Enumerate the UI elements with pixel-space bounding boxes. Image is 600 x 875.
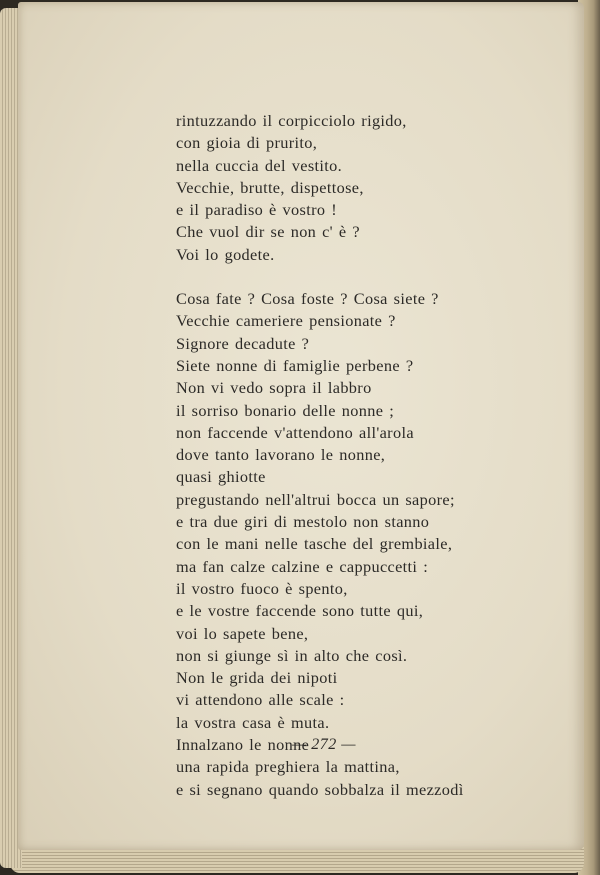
page-number	[18, 736, 584, 754]
poem-line: non faccende v'attendono all'arola	[176, 422, 414, 442]
poem-line: Siete nonne di famiglie perbene ?	[176, 355, 414, 375]
poem-line: quasi ghiotte	[176, 467, 266, 487]
poem-line: con gioia di prurito,	[176, 133, 318, 153]
poem-line: il vostro fuoco è spento,	[176, 578, 348, 598]
book-page	[18, 2, 584, 850]
poem-line: Vecchie cameriere pensionate ?	[176, 311, 396, 331]
poem-line: e tra due giri di mestolo non stanno	[176, 512, 430, 532]
poem-line: Vecchie, brutte, dispettose,	[176, 177, 364, 197]
poem-line: Innalzano le nonne	[176, 735, 310, 755]
poem-line: una rapida preghiera la mattina,	[176, 757, 400, 777]
poem-line: vi attendono alle scale :	[176, 690, 345, 710]
poem-line: nella cuccia del vestito.	[176, 155, 343, 175]
stanza-1	[176, 110, 506, 266]
poem-line: non si giunge sì in alto che così.	[176, 645, 408, 665]
page-edges-bottom	[10, 847, 584, 873]
poem-line: con le mani nelle tasche del grembiale,	[176, 534, 453, 554]
page-number-text: — 272 —	[292, 736, 356, 753]
poem-line: Cosa fate ? Cosa foste ? Cosa siete ?	[176, 289, 439, 309]
stanza-2	[176, 288, 506, 801]
poem-line: Signore decadute ?	[176, 333, 310, 353]
poem-line: e il paradiso è vostro !	[176, 200, 338, 220]
poem-line: il sorriso bonario delle nonne ;	[176, 400, 395, 420]
stanza-gap	[176, 266, 506, 288]
poem-line: Voi lo godete.	[176, 244, 275, 264]
poem-line: la vostra casa è muta.	[176, 712, 330, 732]
poem-line: Non vi vedo sopra il labbro	[176, 378, 372, 398]
poem-line: dove tanto lavorano le nonne,	[176, 445, 386, 465]
poem-text	[176, 110, 506, 801]
poem-line: e si segnano quando sobbalza il mezzodì	[176, 779, 464, 799]
poem-line: rintuzzando il corpicciolo rigido,	[176, 111, 407, 130]
poem-line: ma fan calze calzine e cappuccetti :	[176, 556, 429, 576]
poem-line: e le vostre faccende sono tutte qui,	[176, 601, 424, 621]
poem-line: pregustando nell'altrui bocca un sapore;	[176, 489, 455, 509]
poem-line: voi lo sapete bene,	[176, 623, 309, 643]
poem-line: Che vuol dir se non c' è ?	[176, 222, 360, 242]
poem-line: Non le grida dei nipoti	[176, 668, 338, 688]
